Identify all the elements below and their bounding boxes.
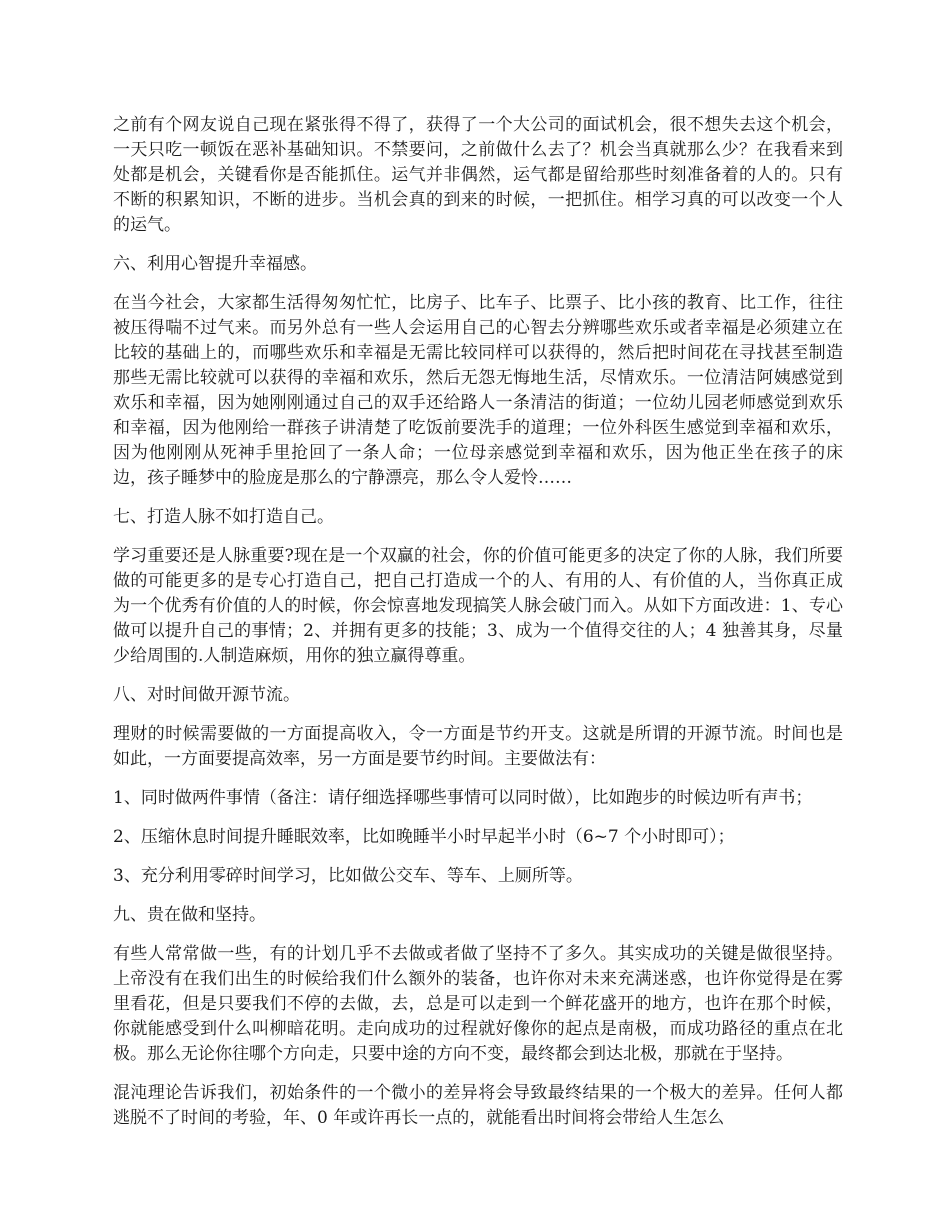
paragraph-persistence: 有些人常常做一些，有的计划几乎不去做或者做了坚持不了多久。其实成功的关键是做很坚持。上帝没有在我们出生的时候给我们什么额外的装备，也许你对未来充满迷惑，也许你觉得是在雾里看花，但是只要我们不停的去做，去，总是可以走到一个鲜花盛开的地方，也许在那个时候，你就能感受到什么叫柳暗花明。走向成功的过程就好像你的起点是南极，而成功路径的重点在北极。那么无论你往哪个方向走，只要中途的方向不变，最终都会到达北极，那就在于坚持。 — [113, 944, 843, 1064]
paragraph-happiness: 在当今社会，大家都生活得匆匆忙忙，比房子、比车子、比票子、比小孩的教育、比工作，往往被压得喘不过气来。而另外总有一些人会运用自己的心智去分辨哪些欢乐或者幸福是必须建立在比较的基础上的，而哪些欢乐和幸福是无需比较同样可以获得的，然后把时间花在寻找甚至制造那些无需比较就可以获得的幸福和欢乐，然后无怨无悔地生活，尽情欢乐。一位清洁阿姨感觉到欢乐和幸福，因为她刚刚通过自己的双手还给路人一条清洁的街道；一位幼儿园老师感觉到欢乐和幸福，因为他刚给一群孩子讲清楚了吃饭前要洗手的道理；一位外科医生感觉到幸福和欢乐，因为他刚刚从死神手里抢回了一条人命；一位母亲感觉到幸福和欢乐，因为他正坐在孩子的床边，孩子睡梦中的脸庞是那么的宁静漂亮，那么令人爱怜…… — [113, 293, 843, 488]
section-heading-6: 六、利用心智提升幸福感。 — [113, 254, 317, 274]
paragraph-build-yourself: 学习重要还是人脉重要?现在是一个双赢的社会，你的价值可能更多的决定了你的人脉，我们所要做的可能更多的是专心打造自己，把自己打造成一个的人、有用的人、有价值的人，当你真正成为一个优秀有价值的人的时候，你会惊喜地发现搞笑人脉会破门而入。从如下方面改进：1、专心做可以提升自己的事情；2、并拥有更多的技能；3、成为一个值得交往的人；4 独善其身，尽量少给周围的.人制造麻烦，用你的独立赢得尊重。 — [113, 546, 843, 666]
section-heading-9: 九、贵在做和坚持。 — [113, 905, 266, 925]
list-item-3: 3、充分利用零碎时间学习，比如做公交车、等车、上厕所等。 — [113, 866, 583, 886]
document-page — [113, 113, 843, 1145]
section-heading-8: 八、对时间做开源节流。 — [113, 685, 300, 705]
paragraph-chaos-theory: 混沌理论告诉我们，初始条件的一个微小的差异将会导致最终结果的一个极大的差异。任何人都逃脱不了时间的考验，年、0 年或许再长一点的，就能看出时间将会带给人生怎么 — [113, 1083, 843, 1128]
section-heading-7: 七、打造人脉不如打造自己。 — [113, 507, 334, 527]
paragraph-time-management: 理财的时候需要做的一方面提高收入，令一方面是节约开支。这就是所谓的开源节流。时间也是如此，一方面要提高效率，另一方面是要节约时间。主要做法有： — [113, 724, 843, 769]
paragraph-interview-opportunity: 之前有个网友说自己现在紧张得不得了，获得了一个大公司的面试机会，很不想失去这个机会，一天只吃一顿饭在恶补基础知识。不禁要问，之前做什么去了？机会当真就那么少？在我看来到处都是机会，关键看你是否能抓住。运气并非偶然，运气都是留给那些时刻准备着的人的。只有不断的积累知识，不断的进步。当机会真的到来的时候，一把抓住。相学习真的可以改变一个人的运气。 — [113, 115, 843, 235]
list-item-1: 1、同时做两件事情（备注：请仔细选择哪些事情可以同时做），比如跑步的时候边听有声书； — [113, 788, 813, 808]
list-item-2: 2、压缩休息时间提升睡眠效率，比如晚睡半小时早起半小时（6~7 个小时即可）； — [113, 827, 735, 847]
